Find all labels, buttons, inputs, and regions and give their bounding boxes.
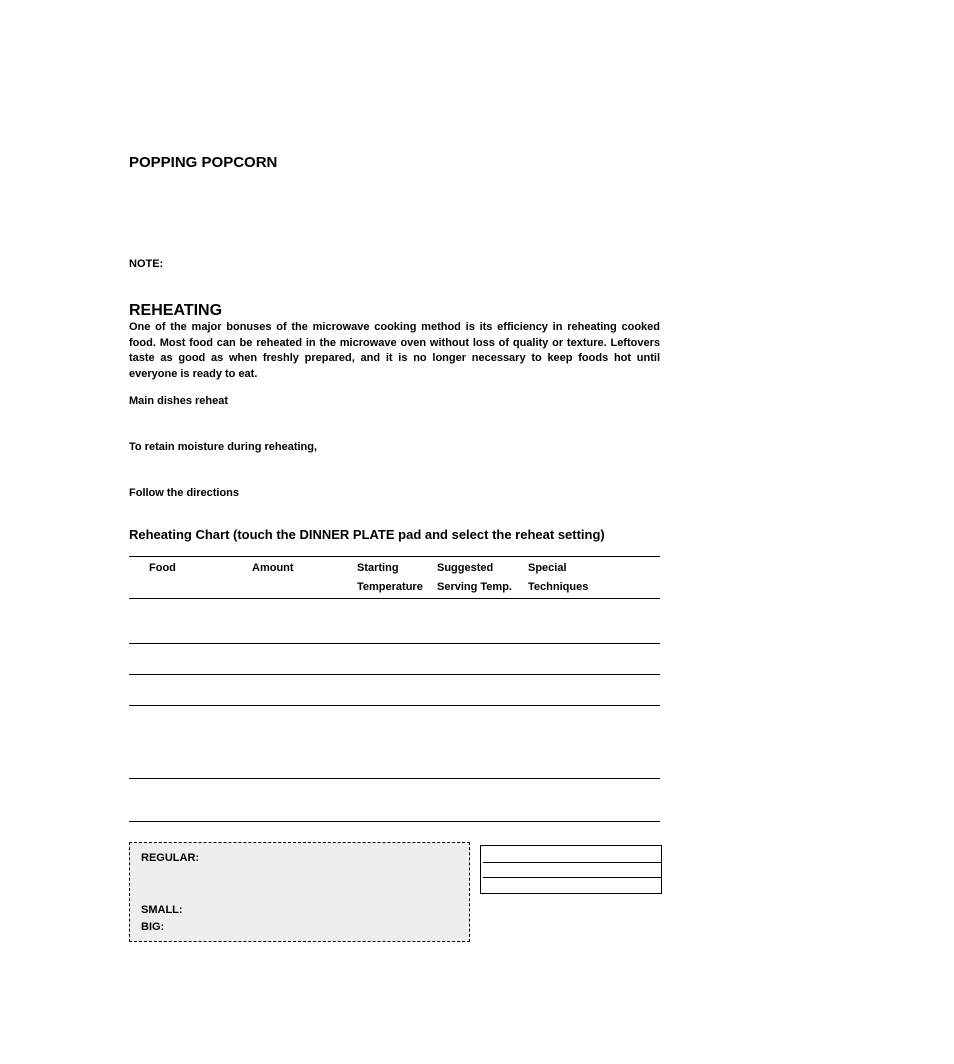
reheating-intro-paragraph: One of the major bonuses of the microwave cooking method is its efficiency in reheating cooked food. Most food can be reheated in the microwave oven without loss of quality or texture. Leftovers taste as good as when freshly prepared, and it is no longer necessary to keep foods hot until everyone is ready to eat. xyxy=(129,321,660,380)
column-header-line: Amount xyxy=(252,562,294,574)
column-header-line: Techniques xyxy=(528,581,589,593)
column-header-amount xyxy=(252,559,294,578)
table-rule-header-bottom xyxy=(129,598,660,599)
table-rule-bottom xyxy=(129,821,660,822)
reheating-chart-table xyxy=(129,556,660,822)
table-row-divider xyxy=(129,778,660,779)
column-header-line: Special xyxy=(528,562,567,574)
column-header-suggested-serving-temp xyxy=(437,559,512,597)
column-header-special-techniques xyxy=(528,559,588,597)
column-header-line: Starting xyxy=(357,562,399,574)
column-header-line: Temperature xyxy=(357,581,423,593)
table-row-divider xyxy=(129,674,660,675)
follow-directions-text: Follow the directions xyxy=(129,487,240,499)
table-row-divider xyxy=(129,705,660,706)
grid-line xyxy=(483,862,661,863)
blank-grid-box xyxy=(480,845,662,894)
setting-regular-label: REGULAR: xyxy=(141,852,200,864)
column-header-line: Suggested xyxy=(437,562,494,574)
reheat-settings-box xyxy=(129,842,470,942)
table-row-divider xyxy=(129,643,660,644)
note-label: NOTE: xyxy=(129,258,164,270)
grid-line xyxy=(483,877,661,878)
reheating-chart-title: Reheating Chart (touch the DINNER PLATE pad and select the reheat setting) xyxy=(129,527,605,542)
retain-moisture-text: To retain moisture during reheating, xyxy=(129,441,318,453)
column-header-food xyxy=(149,559,176,578)
column-header-starting-temperature xyxy=(357,559,423,597)
table-rule-top xyxy=(129,556,660,557)
column-header-line: Serving Temp. xyxy=(437,581,512,593)
column-header-line: Food xyxy=(149,562,176,574)
section-heading-popping-popcorn: POPPING POPCORN xyxy=(129,154,278,171)
section-heading-reheating: REHEATING xyxy=(129,302,223,319)
main-dishes-text: Main dishes reheat xyxy=(129,395,229,407)
setting-small-label: SMALL: xyxy=(141,904,183,916)
setting-big-label: BIG: xyxy=(141,921,165,933)
